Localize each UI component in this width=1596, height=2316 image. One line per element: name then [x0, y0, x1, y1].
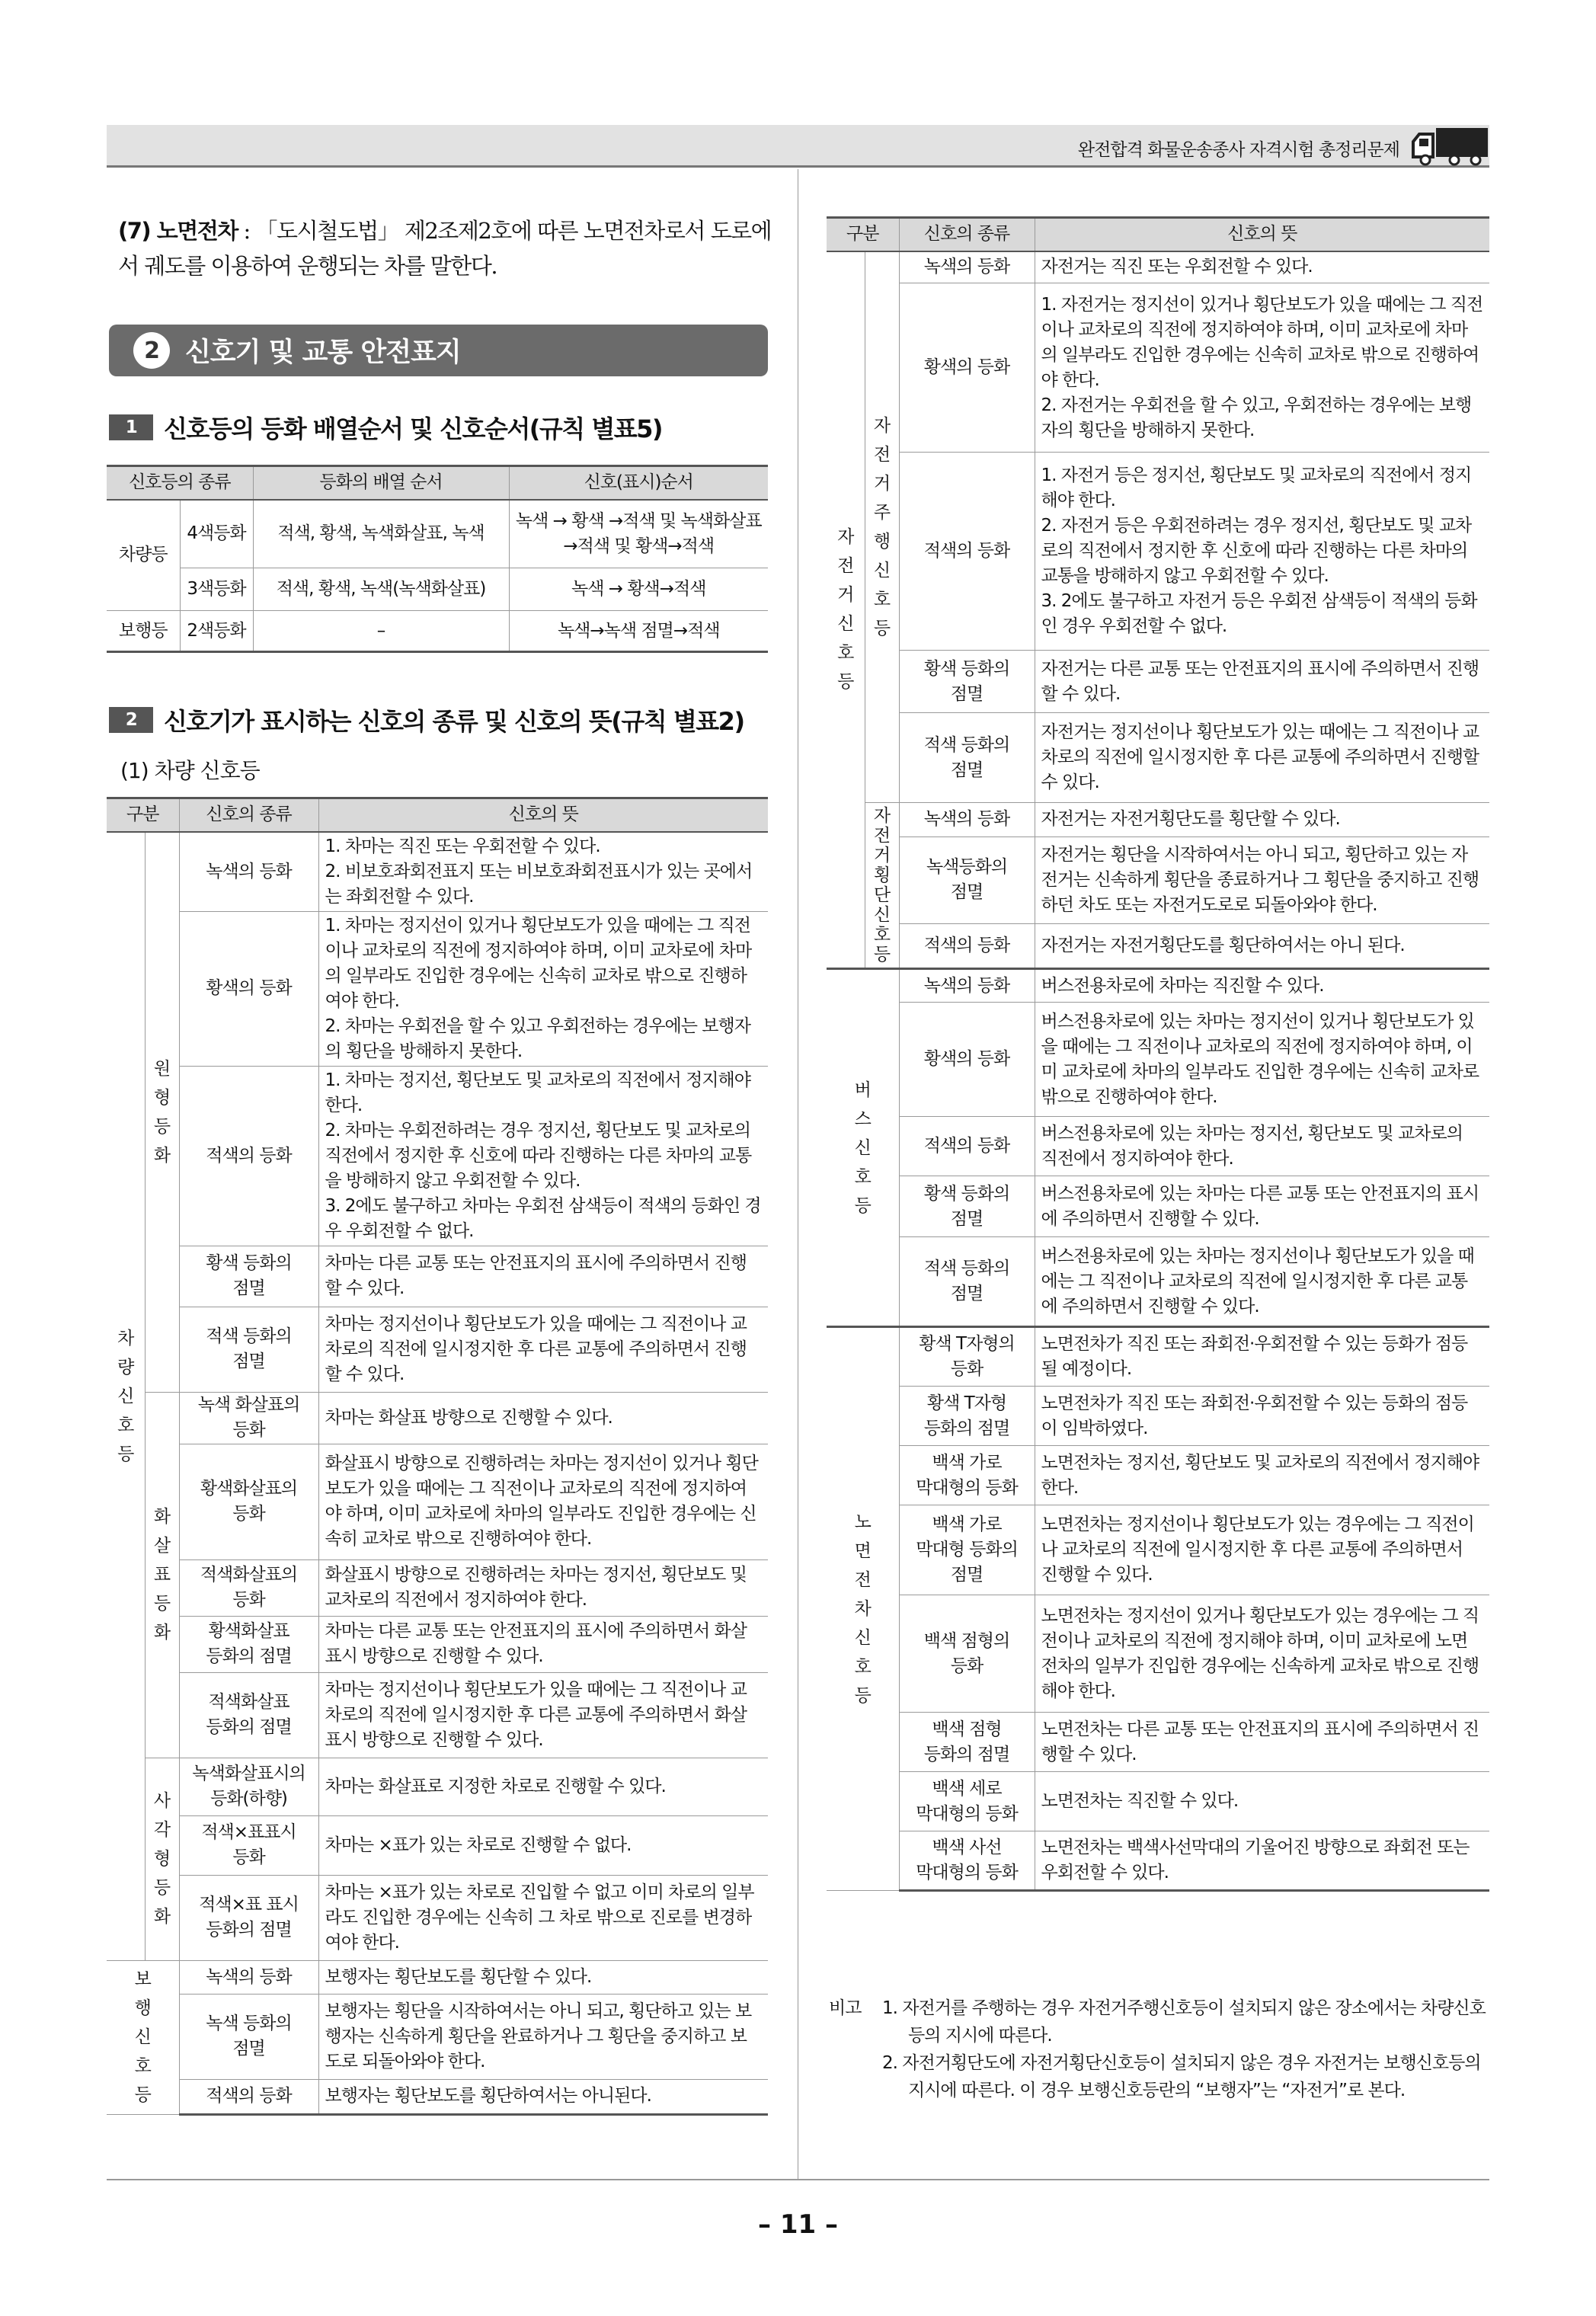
header-kind: 신호의 종류 — [179, 798, 318, 832]
group-tram-signal: 노 면 전 차 신 호 등 — [827, 1327, 899, 1891]
signal-kind: 백색 가로 막대형 등화의 점멸 — [899, 1505, 1035, 1595]
signal-meaning: 차마는 화살표로 지정한 차로로 진행할 수 있다. — [318, 1758, 768, 1815]
signal-meaning: 노면전차가 직진 또는 좌회전·우회전할 수 있는 등화가 점등될 예정이다. — [1035, 1327, 1489, 1387]
t1-cell: 3색등화 — [180, 568, 253, 611]
signal-meaning: 보행자는 횡단보도를 횡단할 수 있다. — [318, 1960, 768, 1994]
signal-kind: 녹색 등화의 점멸 — [179, 1994, 318, 2079]
t1-header-kind: 신호등의 종류 — [107, 466, 253, 500]
signal-meaning: 자전거는 직진 또는 우회전할 수 있다. — [1035, 251, 1489, 283]
signal-kind: 녹색의 등화 — [179, 1960, 318, 1994]
signal-kind: 황색 T자형의 등화 — [899, 1327, 1035, 1387]
section-number: 2 — [133, 332, 170, 369]
t1-cell: – — [253, 611, 509, 652]
signal-kind: 황색화살표 등화의 점멸 — [179, 1616, 318, 1672]
signal-kind: 황색 등화의 점멸 — [179, 1246, 318, 1307]
group-bicycle-signal: 자 전 거 신 호 등 — [827, 251, 865, 969]
signal-kind: 황색의 등화 — [899, 1003, 1035, 1117]
signal-kind: 적색 등화의 점멸 — [899, 713, 1035, 803]
signal-meaning: 노면전차는 다른 교통 또는 안전표지의 표시에 주의하면서 진행할 수 있다. — [1035, 1713, 1489, 1772]
t1-cell: 4색등화 — [180, 500, 253, 568]
signal-kind: 녹색 화살표의 등화 — [179, 1392, 318, 1444]
group-circular: 원 형 등 화 — [145, 832, 179, 1393]
vehicle-signal-heading: (1) 차량 신호등 — [120, 758, 260, 783]
page-number: – 11 – — [758, 2209, 838, 2240]
signal-kind: 녹색의 등화 — [899, 251, 1035, 283]
subsection-2 — [109, 702, 744, 737]
signal-kind: 적색×표 표시 등화의 점멸 — [179, 1875, 318, 1960]
intro-paragraph — [118, 213, 773, 283]
signal-kind: 녹색의 등화 — [899, 803, 1035, 837]
signal-kind: 황색 T자형 등화의 점멸 — [899, 1387, 1035, 1446]
subsection-1-title: 신호등의 등화 배열순서 및 신호순서(규칙 별표5) — [164, 414, 663, 443]
signal-kind: 백색 점형 등화의 점멸 — [899, 1713, 1035, 1772]
signal-meaning: 1. 차마는 직진 또는 우회전할 수 있다. 2. 비보호좌회전표지 또는 비보호좌회전표시가 있는 곳에서는 좌회전할 수 있다. — [318, 832, 768, 912]
t1-cell: 녹색 → 황색 →적색 및 녹색화살표→적색 및 황색→적색 — [509, 500, 768, 568]
signal-kind: 적색화살표 등화의 점멸 — [179, 1672, 318, 1758]
signal-meaning: 1. 자전거는 정지선이 있거나 횡단보도가 있을 때에는 그 직전이나 교차로의 직전에 정지하여야 하며, 이미 교차로에 차마의 일부라도 진입한 경우에는 신속히 교차로 밖으로 진행하여야 한다. 2. 자전거는 우회전을 할 수 있고, 우회전하는 경우에는 보행자의 횡단을 방해하지 못한다. — [1035, 283, 1489, 453]
signal-kind: 적색화살표의 등화 — [179, 1559, 318, 1616]
subsection-2-title: 신호기가 표시하는 신호의 종류 및 신호의 뜻(규칙 별표2) — [164, 707, 744, 736]
section-title: 신호기 및 교통 안전표지 — [185, 337, 461, 368]
group-arrow: 화 살 표 등 화 — [145, 1392, 179, 1758]
truck-icon — [1410, 125, 1489, 168]
signal-meaning: 차마는 ×표가 있는 차로로 진입할 수 없고 이미 차로의 일부라도 진입한 경우에는 신속히 그 차로 밖으로 진로를 변경하여야 한다. — [318, 1875, 768, 1960]
signal-meaning: 차마는 정지선이나 횡단보도가 있을 때에는 그 직전이나 교차로의 직전에 일시정지한 후 다른 교통에 주의하면서 화살표시 방향으로 진행할 수 있다. — [318, 1672, 768, 1758]
signal-kind: 황색의 등화 — [179, 911, 318, 1066]
signal-meaning: 버스전용차로에 있는 차마는 정지선이나 횡단보도가 있을 때에는 그 직전이나 교차로의 직전에 일시정지한 후 다른 교통에 주의하면서 진행할 수 있다. — [1035, 1237, 1489, 1327]
signal-meaning: 1. 차마는 정지선, 횡단보도 및 교차로의 직전에서 정지해야 한다. 2. 차마는 우회전하려는 경우 정지선, 횡단보도 및 교차로의 직전에서 정지한 후 신호에 따라 진행하는 다른 차마의 교통을 방해하지 않고 우회전할 수 있다. 3. 2에도 불구하고 차마는 우회전 삼색등이 적색의 등화인 경우 우회전할 수 없다. — [318, 1066, 768, 1246]
header-category: 구분 — [107, 798, 179, 832]
bicycle-bus-tram-signal-table — [827, 216, 1489, 1892]
section-banner — [109, 325, 768, 376]
signal-meaning: 차마는 정지선이나 횡단보도가 있을 때에는 그 직전이나 교차로의 직전에 일시정지한 후 다른 교통에 주의하면서 진행할 수 있다. — [318, 1307, 768, 1392]
intro-label: (7) 노면전차 — [118, 218, 238, 244]
signal-meaning: 버스전용차로에 차마는 직진할 수 있다. — [1035, 969, 1489, 1003]
signal-meaning: 노면전차는 정지선, 횡단보도 및 교차로의 직전에서 정지해야 한다. — [1035, 1446, 1489, 1505]
signal-kind: 녹색의 등화 — [899, 969, 1035, 1003]
signal-meaning: 자전거는 정지선이나 횡단보도가 있는 때에는 그 직전이나 교차로의 직전에 일시정지한 후 다른 교통에 주의하면서 진행할 수 있다. — [1035, 713, 1489, 803]
signal-kind: 녹색의 등화 — [179, 832, 318, 912]
subsection-2-number: 2 — [109, 707, 153, 733]
signal-meaning: 노면전차는 백색사선막대의 기울어진 방향으로 좌회전 또는 우회전할 수 있다. — [1035, 1831, 1489, 1891]
signal-meaning: 노면전차는 정지선이나 횡단보도가 있는 경우에는 그 직전이나 교차로의 직전에 일시정지한 후 다른 교통에 주의하면서 진행할 수 있다. — [1035, 1505, 1489, 1595]
remarks-label: 비고 — [829, 1998, 862, 2018]
footer-rule — [107, 2179, 1489, 2180]
signal-kind: 적색의 등화 — [899, 453, 1035, 651]
signal-kind: 적색의 등화 — [899, 1117, 1035, 1176]
t1-cell: 녹색 → 황색→적색 — [509, 568, 768, 611]
signal-meaning: 보행자는 횡단을 시작하여서는 아니 되고, 횡단하고 있는 보행자는 신속하게 횡단을 완료하거나 그 횡단을 중지하고 보도로 되돌아와야 한다. — [318, 1994, 768, 2079]
page-header — [107, 125, 1489, 168]
signal-kind: 적색 등화의 점멸 — [899, 1237, 1035, 1327]
signal-kind: 백색 세로 막대형의 등화 — [899, 1772, 1035, 1831]
signal-meaning: 노면전차는 정지선이 있거나 횡단보도가 있는 경우에는 그 직전이나 교차로의 직전에 정지해야 하며, 이미 교차로에 노면전차의 일부가 진입한 경우에는 신속하게 교차로 밖으로 진행해야 한다. — [1035, 1595, 1489, 1713]
header-kind: 신호의 종류 — [899, 218, 1035, 251]
signal-meaning: 차마는 ×표가 있는 차로로 진행할 수 없다. — [318, 1815, 768, 1875]
signal-kind: 백색 가로 막대형의 등화 — [899, 1446, 1035, 1505]
signal-meaning: 버스전용차로에 있는 차마는 정지선이 있거나 횡단보도가 있을 때에는 그 직전이나 교차로의 직전에 정지하여야 하며, 이미 교차로에 차마의 일부라도 진입한 경우에는 신속히 교차로 밖으로 진행하여야 한다. — [1035, 1003, 1489, 1117]
header-title: 완전합격 화물운송종사 자격시험 총정리문제 — [1077, 140, 1399, 160]
signal-kind: 황색 등화의 점멸 — [899, 651, 1035, 713]
signal-meaning: 화살표시 방향으로 진행하려는 차마는 정지선이 있거나 횡단보도가 있을 때에는 그 직전이나 교차로의 직전에 정지하여야 하며, 이미 교차로에 차마의 일부라도 진입한 경우에는 신속히 교차로 밖으로 진행하여야 한다. — [318, 1444, 768, 1559]
t1-header-order: 등화의 배열 순서 — [253, 466, 509, 500]
signal-kind: 황색의 등화 — [899, 283, 1035, 453]
signal-kind: 적색의 등화 — [899, 923, 1035, 968]
signal-kind: 백색 사선 막대형의 등화 — [899, 1831, 1035, 1891]
t1-vehicle: 차량등 — [107, 500, 180, 611]
subsection-1 — [109, 410, 662, 445]
subsection-1-number: 1 — [109, 414, 153, 440]
signal-kind: 적색의 등화 — [179, 1066, 318, 1246]
remarks-item: 1. 자전거를 주행하는 경우 자전거주행신호등이 설치되지 않은 장소에서는 차량신호등의 지시에 따른다. — [882, 1998, 1486, 2046]
t1-pedestrian: 보행등 — [107, 611, 180, 652]
t1-cell: 적색, 황색, 녹색(녹색화살표) — [253, 568, 509, 611]
signal-meaning: 차마는 다른 교통 또는 안전표지의 표시에 주의하면서 진행할 수 있다. — [318, 1246, 768, 1307]
signal-meaning: 차마는 다른 교통 또는 안전표지의 표시에 주의하면서 화살표시 방향으로 진행할 수 있다. — [318, 1616, 768, 1672]
signal-meaning: 화살표시 방향으로 진행하려는 차마는 정지선, 횡단보도 및 교차로의 직전에서 정지하여야 한다. — [318, 1559, 768, 1616]
header-category: 구분 — [827, 218, 899, 251]
header-meaning: 신호의 뜻 — [318, 798, 768, 832]
signal-meaning: 보행자는 횡단보도를 횡단하여서는 아니된다. — [318, 2079, 768, 2114]
signal-kind: 백색 점형의 등화 — [899, 1595, 1035, 1713]
group-bicycle-riding: 자 전 거 주 행 신 호 등 — [865, 251, 899, 803]
signal-meaning: 1. 차마는 정지선이 있거나 횡단보도가 있을 때에는 그 직전이나 교차로의 직전에 정지하여야 하며, 이미 교차로에 차마의 일부라도 진입한 경우에는 신속히 교차로 밖으로 진행하여야 한다. 2. 차마는 우회전을 할 수 있고 우회전하는 경우에는 보행자의 횡단을 방해하지 못한다. — [318, 911, 768, 1066]
remarks — [829, 1995, 1492, 2104]
t1-cell: 적색, 황색, 녹색화살표, 녹색 — [253, 500, 509, 568]
signal-meaning: 자전거는 횡단을 시작하여서는 아니 되고, 횡단하고 있는 자전거는 신속하게 횡단을 종료하거나 그 횡단을 중지하고 진행하던 차도 또는 자전거도로로 되돌아와야 한다. — [1035, 837, 1489, 923]
signal-meaning: 차마는 화살표 방향으로 진행할 수 있다. — [318, 1392, 768, 1444]
t1-header-sequence: 신호(표시)순서 — [509, 466, 768, 500]
signal-meaning: 자전거는 다른 교통 또는 안전표지의 표시에 주의하면서 진행할 수 있다. — [1035, 651, 1489, 713]
t1-cell: 2색등화 — [180, 611, 253, 652]
t1-cell: 녹색→녹색 점멸→적색 — [509, 611, 768, 652]
vehicle-signal-table — [107, 797, 768, 2116]
signal-meaning: 1. 자전거 등은 정지선, 횡단보도 및 교차로의 직전에서 정지해야 한다. 2. 자전거 등은 우회전하려는 경우 정지선, 횡단보도 및 교차로의 직전에서 정지한 후 신호에 따라 진행하는 다른 차마의 교통을 방해하지 않고 우회전할 수 있다. 3. 2에도 불구하고 자전거 등은 우회전 삼색등이 적색의 등화인 경우 우회전할 수 없다. — [1035, 453, 1489, 651]
signal-kind: 황색 등화의 점멸 — [899, 1176, 1035, 1237]
intro-text: : 「도시철도법」 제2조제2호에 따른 노면전차로서 도로에서 궤도를 이용하여 운행되는 차를 말한다. — [118, 218, 772, 279]
group-bicycle-crossing: 자 전 거 횡 단 신 호 등 — [865, 803, 899, 969]
signal-order-table — [107, 465, 768, 653]
group-pedestrian-signal: 보 행 신 호 등 — [107, 1960, 179, 2114]
group-vehicle-signal: 차 량 신 호 등 — [107, 832, 145, 1961]
signal-kind: 황색화살표의 등화 — [179, 1444, 318, 1559]
group-square: 사 각 형 등 화 — [145, 1758, 179, 1960]
signal-meaning: 노면전차가 직진 또는 좌회전·우회전할 수 있는 등화의 점등이 임박하였다. — [1035, 1387, 1489, 1446]
signal-kind: 적색 등화의 점멸 — [179, 1307, 318, 1392]
signal-meaning: 노면전차는 직진할 수 있다. — [1035, 1772, 1489, 1831]
signal-kind: 적색의 등화 — [179, 2079, 318, 2114]
header-meaning: 신호의 뜻 — [1035, 218, 1489, 251]
signal-meaning: 버스전용차로에 있는 차마는 다른 교통 또는 안전표지의 표시에 주의하면서 진행할 수 있다. — [1035, 1176, 1489, 1237]
remarks-item: 2. 자전거횡단도에 자전거횡단신호등이 설치되지 않은 경우 자전거는 보행신호등의 지시에 따른다. 이 경우 보행신호등란의 “보행자”는 “자전거”로 본다. — [882, 2053, 1481, 2100]
signal-meaning: 버스전용차로에 있는 차마는 정지선, 횡단보도 및 교차로의 직전에서 정지하여야 한다. — [1035, 1117, 1489, 1176]
group-bus-signal: 버 스 신 호 등 — [827, 969, 899, 1327]
signal-meaning: 자전거는 자전거횡단도를 횡단하여서는 아니 된다. — [1035, 923, 1489, 968]
signal-kind: 적색×표표시 등화 — [179, 1815, 318, 1875]
signal-meaning: 자전거는 자전거횡단도를 횡단할 수 있다. — [1035, 803, 1489, 837]
signal-kind: 녹색등화의 점멸 — [899, 837, 1035, 923]
signal-kind: 녹색화살표시의 등화(하향) — [179, 1758, 318, 1815]
